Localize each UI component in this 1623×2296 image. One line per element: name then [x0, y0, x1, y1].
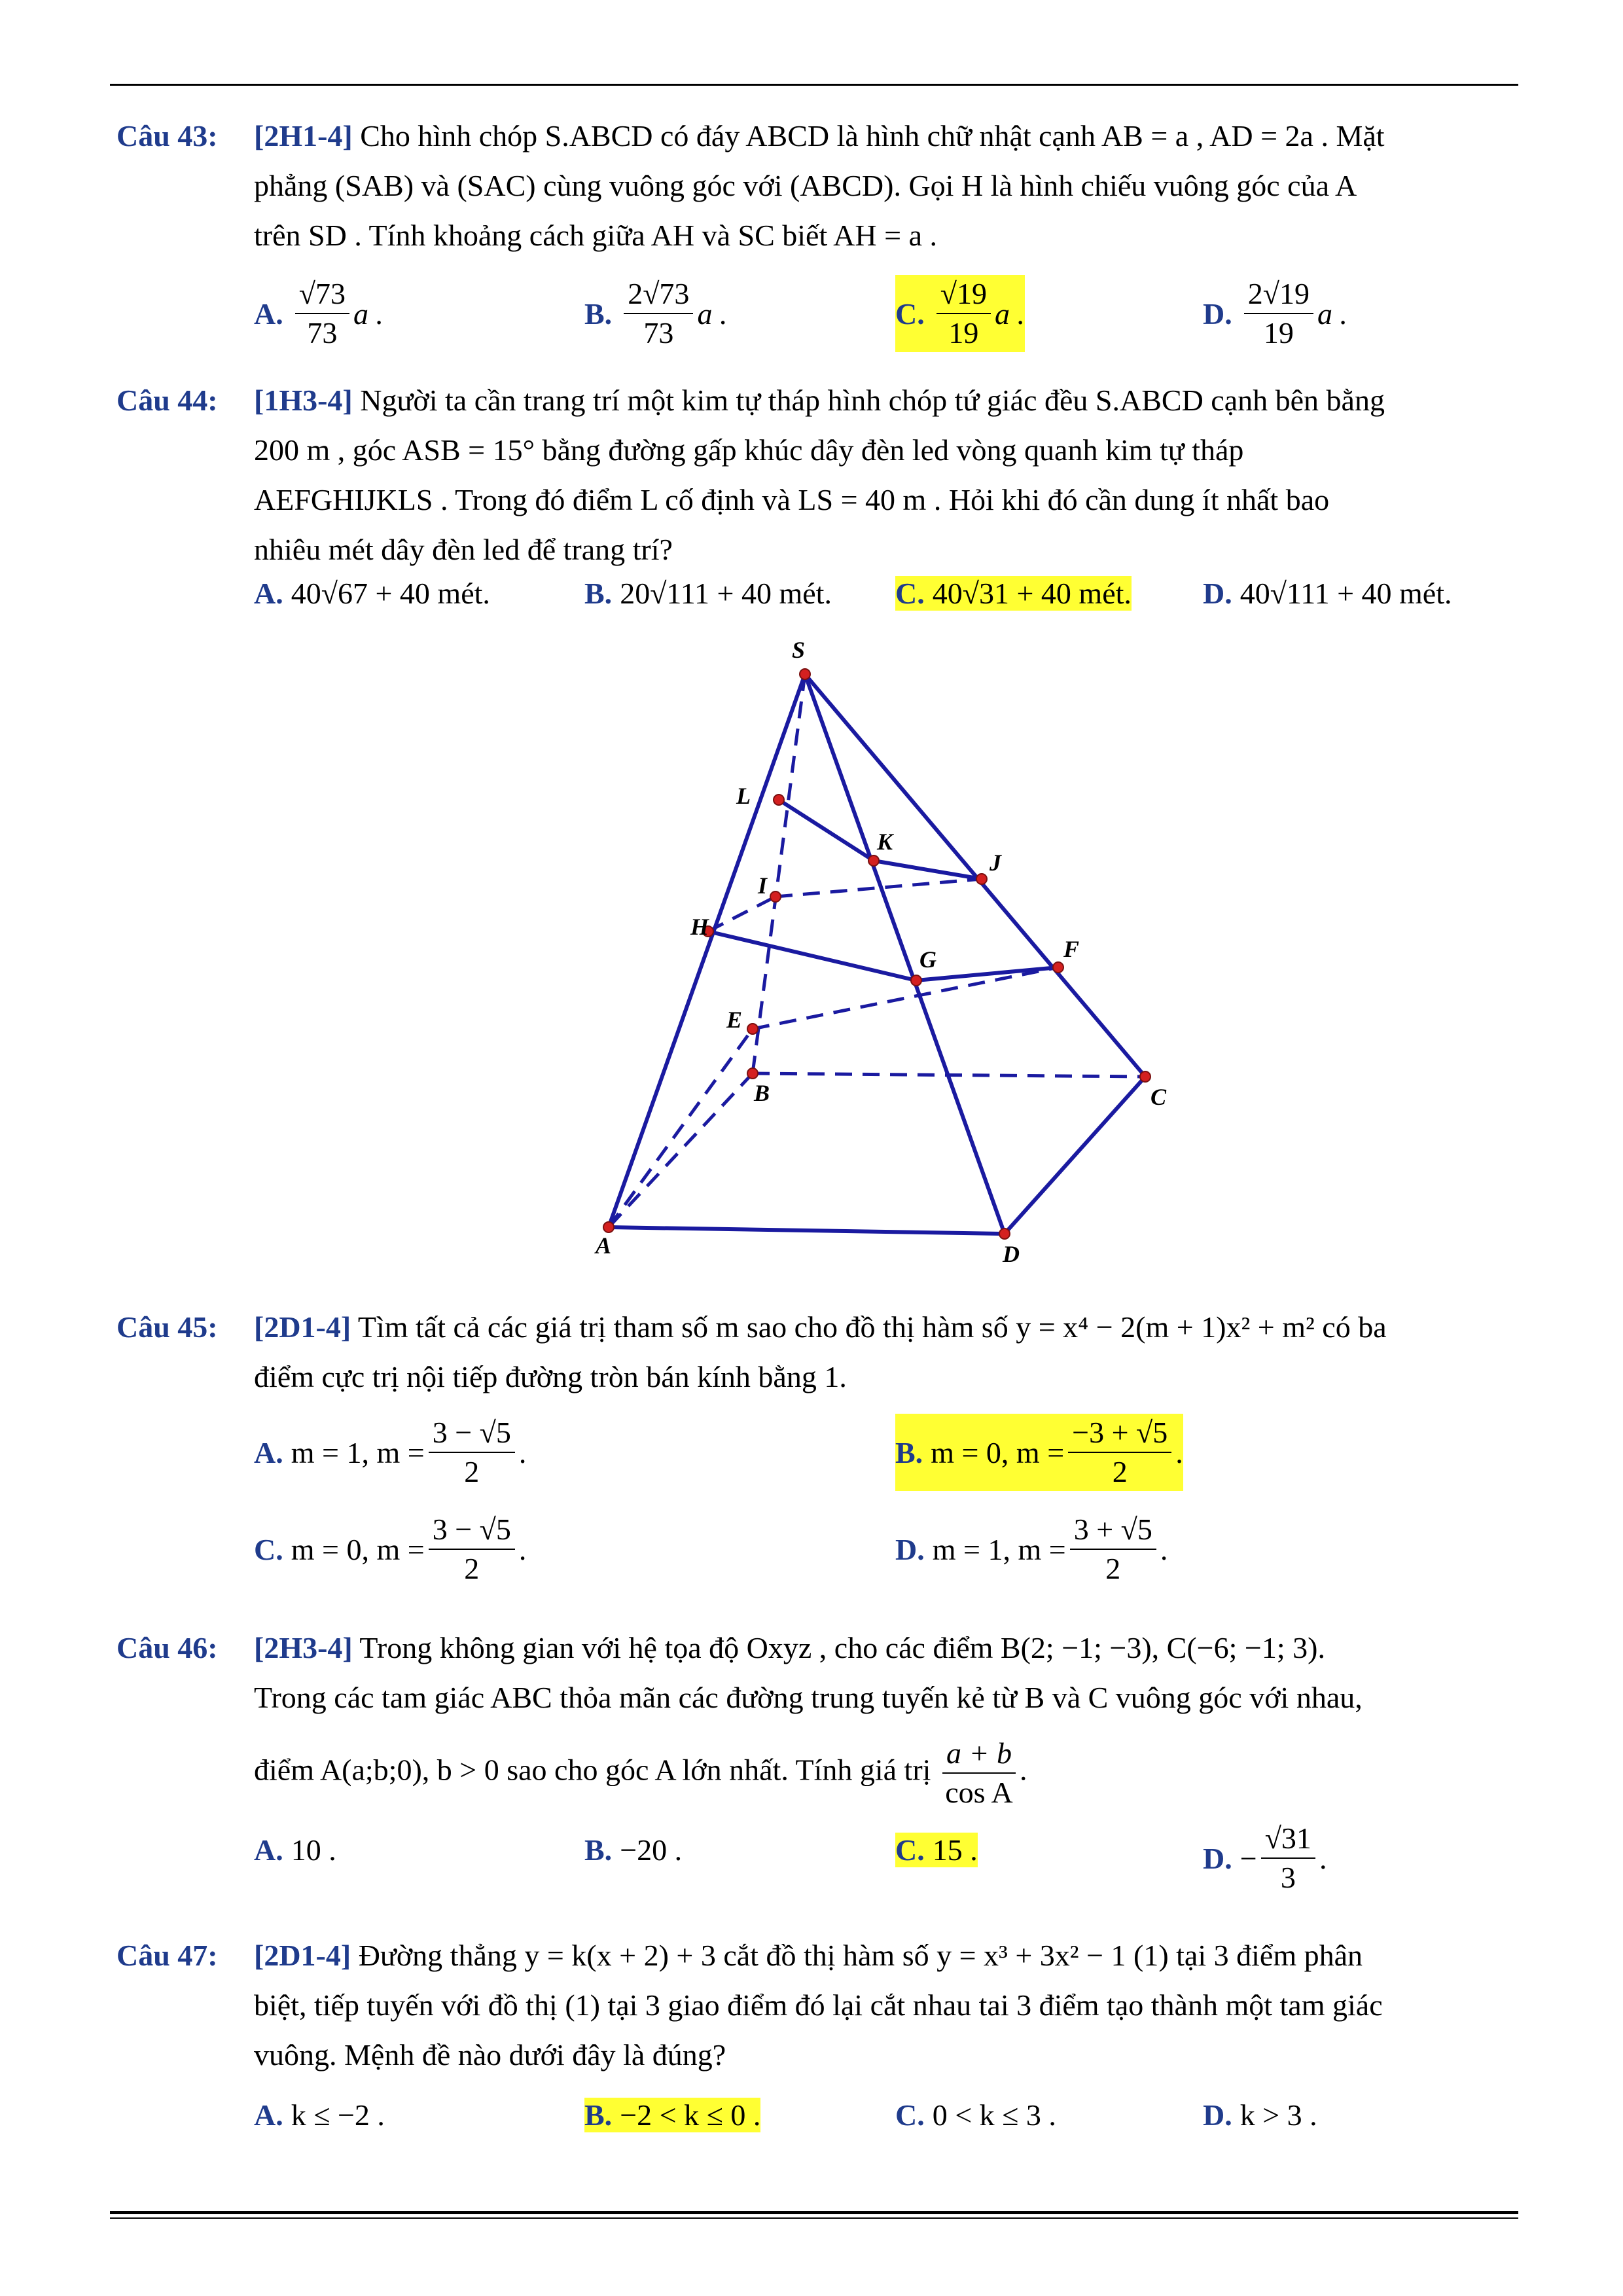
question-line: AEFGHIJKLS . Trong đó điểm L cố định và LS = 40 m . Hỏi khi đó cần dung ít nhất bao [254, 483, 1330, 516]
point-f [1053, 962, 1063, 973]
denominator: 19 [1263, 316, 1294, 350]
denominator: 2 [464, 1455, 480, 1488]
option-label: C. [254, 1532, 283, 1566]
option-tail: . [518, 1532, 527, 1566]
numerator: 2√19 [1244, 275, 1313, 314]
answer-options-46 [254, 1820, 1497, 1905]
label-j: J [990, 850, 1001, 876]
edge-sc [805, 674, 1145, 1077]
label-h: H [690, 914, 709, 940]
option-text: −2 < k ≤ 0 . [620, 2098, 761, 2132]
option-d[interactable] [1203, 1820, 1327, 1897]
numerator: 2√73 [624, 275, 693, 314]
question-line: phẳng (SAB) và (SAC) cùng vuông góc với (ABCD). Gọi H là hình chiếu vuông góc của A [254, 169, 1357, 202]
question-45 [116, 1302, 1517, 1402]
question-tag: [2D1-4] [254, 1310, 351, 1344]
denominator: 2 [1105, 1552, 1121, 1585]
numerator: −3 + √5 [1068, 1414, 1171, 1453]
label-c: C [1150, 1084, 1167, 1110]
fraction [1261, 1820, 1315, 1897]
option-text: k > 3 . [1240, 2098, 1317, 2132]
question-46 [116, 1623, 1517, 1812]
option-prefix: m = 1, m = [291, 1435, 425, 1469]
point-i [770, 891, 781, 902]
option-text: k ≤ −2 . [291, 2098, 385, 2132]
numerator: a + b [942, 1734, 1016, 1774]
point-j [976, 874, 987, 884]
option-c[interactable] [254, 1511, 526, 1588]
fraction [429, 1414, 515, 1491]
denominator: 3 [1280, 1861, 1296, 1894]
fraction [1070, 1511, 1156, 1588]
option-text: 15 . [932, 1833, 978, 1867]
option-label: D. [1203, 1841, 1232, 1875]
numerator: √19 [936, 275, 991, 314]
option-text: 0 < k ≤ 3 . [932, 2098, 1056, 2132]
option-label: B. [584, 296, 613, 331]
option-d[interactable] [895, 1511, 1168, 1588]
label-e: E [726, 1007, 743, 1033]
option-label: B. [584, 577, 613, 610]
option-a[interactable] [254, 1833, 336, 1867]
option-b-highlighted[interactable] [584, 2098, 760, 2132]
label-g: G [919, 946, 936, 973]
option-text: −20 . [620, 1833, 683, 1867]
bottom-rule-thick [110, 2211, 1518, 2214]
option-label: C. [895, 1833, 925, 1867]
point-k [868, 855, 879, 866]
option-text: 40√111 + 40 mét. [1240, 577, 1452, 610]
question-line: 200 m , góc ASB = 15° bằng đường gấp khúc dây đèn led vòng quanh kim tự tháp [254, 433, 1244, 467]
label-b: B [754, 1080, 770, 1106]
option-text: 40√31 + 40 mét. [932, 577, 1132, 610]
question-text: Tìm tất cả các giá trị tham số m sao cho đồ thị hàm số y = x⁴ − 2(m + 1)x² + m² có ba [357, 1310, 1387, 1344]
question-line: điểm cực trị nội tiếp đường tròn bán kính bằng 1. [254, 1360, 847, 1393]
question-label: Câu 43: [116, 119, 218, 152]
numerator: 3 + √5 [1070, 1511, 1156, 1550]
question-label: Câu 47: [116, 1939, 218, 1972]
denominator: 2 [1112, 1455, 1128, 1488]
question-tag: [2H1-4] [254, 119, 353, 152]
fraction [1068, 1414, 1171, 1491]
question-text: điểm A(a;b;0), b > 0 sao cho góc A lớn nhất. Tính giá trị [254, 1753, 931, 1787]
option-tail: a . [697, 296, 728, 331]
label-s: S [792, 637, 806, 663]
question-text: Người ta cần trang trí một kim tự tháp hình chóp tứ giác đều S.ABCD cạnh bên bằng [360, 384, 1385, 417]
label-l: L [736, 783, 751, 809]
option-text: 10 . [291, 1833, 336, 1867]
denominator: cos A [945, 1776, 1013, 1809]
edge-ba [609, 1073, 753, 1227]
segment-hg [708, 931, 916, 980]
denominator: 19 [948, 316, 979, 350]
question-line: trên SD . Tính khoảng cách giữa AH và SC biết AH = a . [254, 219, 937, 252]
point-l [774, 795, 784, 805]
fraction [942, 1734, 1016, 1812]
option-tail: a . [994, 296, 1025, 331]
option-label: A. [254, 296, 283, 331]
option-label: B. [584, 2098, 613, 2132]
question-line: Trong các tam giác ABC thỏa mãn các đường trung tuyến kẻ từ B và C vuông góc với nhau, [254, 1681, 1363, 1714]
numerator: √31 [1261, 1820, 1315, 1859]
point-g [911, 975, 921, 986]
option-b-highlighted[interactable] [895, 1414, 1183, 1491]
question-line: biệt, tiếp tuyến với đồ thị (1) tại 3 giao điểm đó lại cắt nhau tai 3 điểm tạo thành một tam giác [254, 1988, 1383, 2022]
option-prefix: m = 0, m = [291, 1532, 425, 1566]
option-text: 40√67 + 40 mét. [291, 577, 490, 610]
option-label: C. [895, 296, 925, 331]
question-tag: [1H3-4] [254, 384, 353, 417]
numerator: 3 − √5 [429, 1511, 515, 1550]
point-b [747, 1068, 758, 1079]
option-tail: . [518, 1435, 527, 1469]
option-prefix: − [1240, 1841, 1257, 1875]
fraction [429, 1511, 515, 1588]
option-label: A. [254, 1833, 283, 1867]
option-a[interactable] [254, 1414, 526, 1491]
question-line [254, 1302, 1517, 1352]
question-text: Trong không gian với hệ tọa độ Oxyz , cho các điểm B(2; −1; −3), C(−6; −1; 3). [359, 1631, 1325, 1664]
option-prefix: m = 0, m = [931, 1435, 1065, 1469]
figure-point-labels [594, 637, 1167, 1267]
option-a[interactable] [254, 2098, 385, 2132]
label-k: K [877, 829, 893, 855]
question-line [254, 1623, 1517, 1673]
edge-ad [609, 1227, 1005, 1234]
question-line: vuông. Mệnh đề nào dưới đây là đúng? [254, 2038, 726, 2072]
question-line: điểm A(a;b;0), b > 0 sao cho góc A lớn nhất. Tính giá trị $\frac{a + b}{\text{cos A}}$ . [254, 1734, 1517, 1812]
label-a: A [596, 1232, 612, 1259]
option-tail: . [1175, 1435, 1183, 1469]
answer-options-45 [254, 1414, 1497, 1610]
option-label: A. [254, 577, 283, 610]
edge-sa [609, 674, 805, 1227]
option-text: 20√111 + 40 mét. [620, 577, 832, 610]
question-label: Câu 44: [116, 384, 218, 417]
bottom-rule-thin [110, 2217, 1518, 2219]
point-d [999, 1229, 1010, 1239]
edge-sd [805, 674, 1005, 1234]
option-prefix: m = 1, m = [932, 1532, 1066, 1566]
segment-gf [916, 967, 1058, 980]
point-c [1140, 1071, 1150, 1082]
option-tail: . [1160, 1532, 1168, 1566]
denominator: 73 [643, 316, 674, 350]
question-text: Đường thẳng y = k(x + 2) + 3 cắt đồ thị hàm số y = x³ + 3x² − 1 (1) tại 3 điểm phân [358, 1939, 1363, 1972]
question-47 [116, 1931, 1517, 2080]
edge-dc [1005, 1077, 1145, 1234]
edge-bc [753, 1073, 1145, 1077]
label-i: I [758, 872, 768, 899]
question-line: nhiêu mét dây đèn led để trang trí? [254, 533, 673, 566]
option-label: D. [895, 1532, 925, 1566]
numerator: √73 [295, 275, 349, 314]
denominator: 2 [464, 1552, 480, 1585]
point-s [800, 669, 810, 679]
option-label: B. [895, 1435, 923, 1469]
option-c[interactable] [895, 2098, 1056, 2132]
label-f: F [1063, 936, 1080, 962]
numerator: 3 − √5 [429, 1414, 515, 1453]
point-e [747, 1024, 758, 1034]
label-d: D [1003, 1241, 1020, 1267]
question-label: Câu 45: [116, 1310, 218, 1344]
option-label: D. [1203, 296, 1232, 331]
question-tag: [2H3-4] [254, 1631, 353, 1664]
option-tail: a . [353, 296, 383, 331]
question-line [254, 1931, 1517, 1981]
option-c-highlighted[interactable] [895, 1833, 978, 1867]
option-label: D. [1203, 577, 1232, 610]
option-label: C. [895, 577, 925, 610]
question-tag: [2D1-4] [254, 1939, 351, 1972]
question-label: Câu 46: [116, 1631, 218, 1664]
option-d[interactable] [1203, 2098, 1317, 2132]
option-tail: a . [1317, 296, 1347, 331]
option-label: D. [1203, 2098, 1232, 2132]
option-b[interactable] [584, 1833, 682, 1867]
answer-options-47 [254, 2098, 1497, 2144]
denominator: 73 [307, 316, 338, 350]
segment-ae [609, 1029, 753, 1227]
option-label: B. [584, 1833, 613, 1867]
option-label: A. [254, 2098, 283, 2132]
option-label: A. [254, 1435, 283, 1469]
point-a [603, 1222, 614, 1232]
option-tail: . [1319, 1841, 1327, 1875]
question-text: Cho hình chóp S.ABCD có đáy ABCD là hình chữ nhật cạnh AB = a , AD = 2a . Mặt [360, 119, 1385, 152]
option-label: C. [895, 2098, 925, 2132]
